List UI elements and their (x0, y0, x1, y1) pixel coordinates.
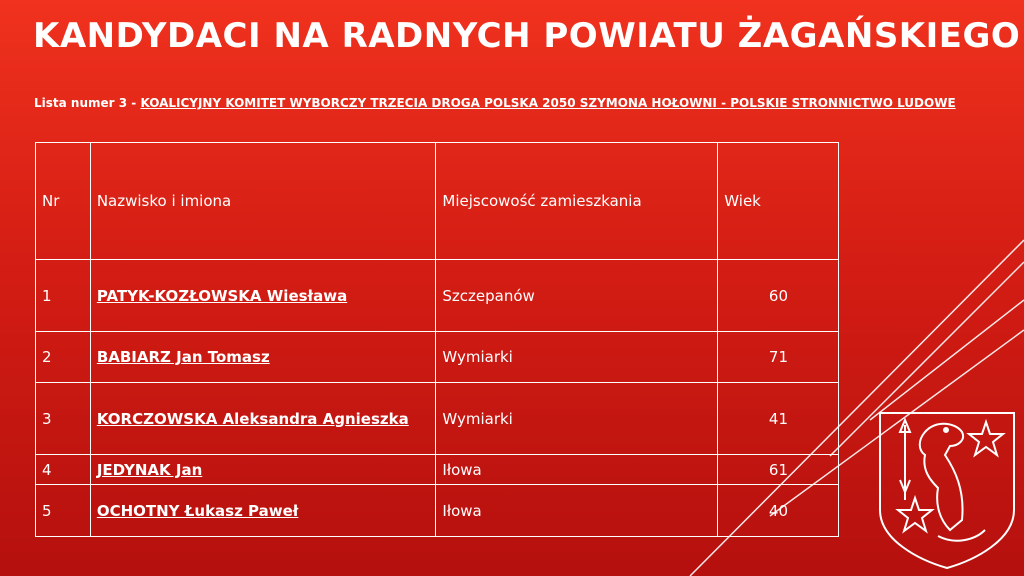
row-age: 41 (718, 383, 839, 455)
table-header-row (36, 143, 839, 260)
row-town: Szczepanów (436, 260, 718, 332)
row-nr: 2 (36, 332, 91, 383)
table-row (36, 332, 839, 383)
list-subtitle (34, 96, 956, 110)
header-nr: Nr (36, 143, 91, 260)
row-town: Wymiarki (436, 383, 718, 455)
row-name-cell (90, 260, 436, 332)
row-age: 60 (718, 260, 839, 332)
candidate-link[interactable]: BABIARZ Jan Tomasz (96, 348, 270, 366)
candidate-link[interactable]: JEDYNAK Jan (96, 460, 203, 479)
table-row (36, 485, 839, 537)
header-town: Miejscowość zamieszkania (436, 143, 718, 260)
row-nr: 5 (36, 485, 91, 537)
row-nr: 1 (36, 260, 91, 332)
candidates-table (35, 142, 839, 537)
candidate-link[interactable]: KORCZOWSKA Aleksandra Agnieszka (96, 409, 409, 428)
candidate-link[interactable]: PATYK-KOZŁOWSKA Wiesława (96, 286, 348, 305)
committee-link[interactable]: KOALICYJNY KOMITET WYBORCZY TRZECIA DROGA POLSKA 2050 SZYMONA HOŁOWNI - POLSKIE STRONNICTWO LUDOWE (140, 96, 956, 110)
page-title: KANDYDACI NA RADNYCH POWIATU ŻAGAŃSKIEGO (33, 16, 1021, 56)
row-age: 40 (718, 485, 839, 537)
row-age: 61 (718, 455, 839, 485)
table-row (36, 455, 839, 485)
row-town: Iłowa (436, 455, 718, 485)
header-age: Wiek (718, 143, 839, 260)
list-number: Lista numer 3 - (34, 96, 141, 110)
row-town: Iłowa (436, 485, 718, 537)
header-name: Nazwisko i imiona (90, 143, 436, 260)
row-town: Wymiarki (436, 332, 718, 383)
row-age: 71 (718, 332, 839, 383)
candidate-link[interactable]: OCHOTNY Łukasz Paweł (96, 501, 299, 520)
table-row (36, 260, 839, 332)
row-name-cell (90, 332, 436, 383)
row-name-cell (90, 455, 436, 485)
row-name-cell (90, 383, 436, 455)
row-nr: 3 (36, 383, 91, 455)
row-name-cell (90, 485, 436, 537)
table-row (36, 383, 839, 455)
row-nr: 4 (36, 455, 91, 485)
